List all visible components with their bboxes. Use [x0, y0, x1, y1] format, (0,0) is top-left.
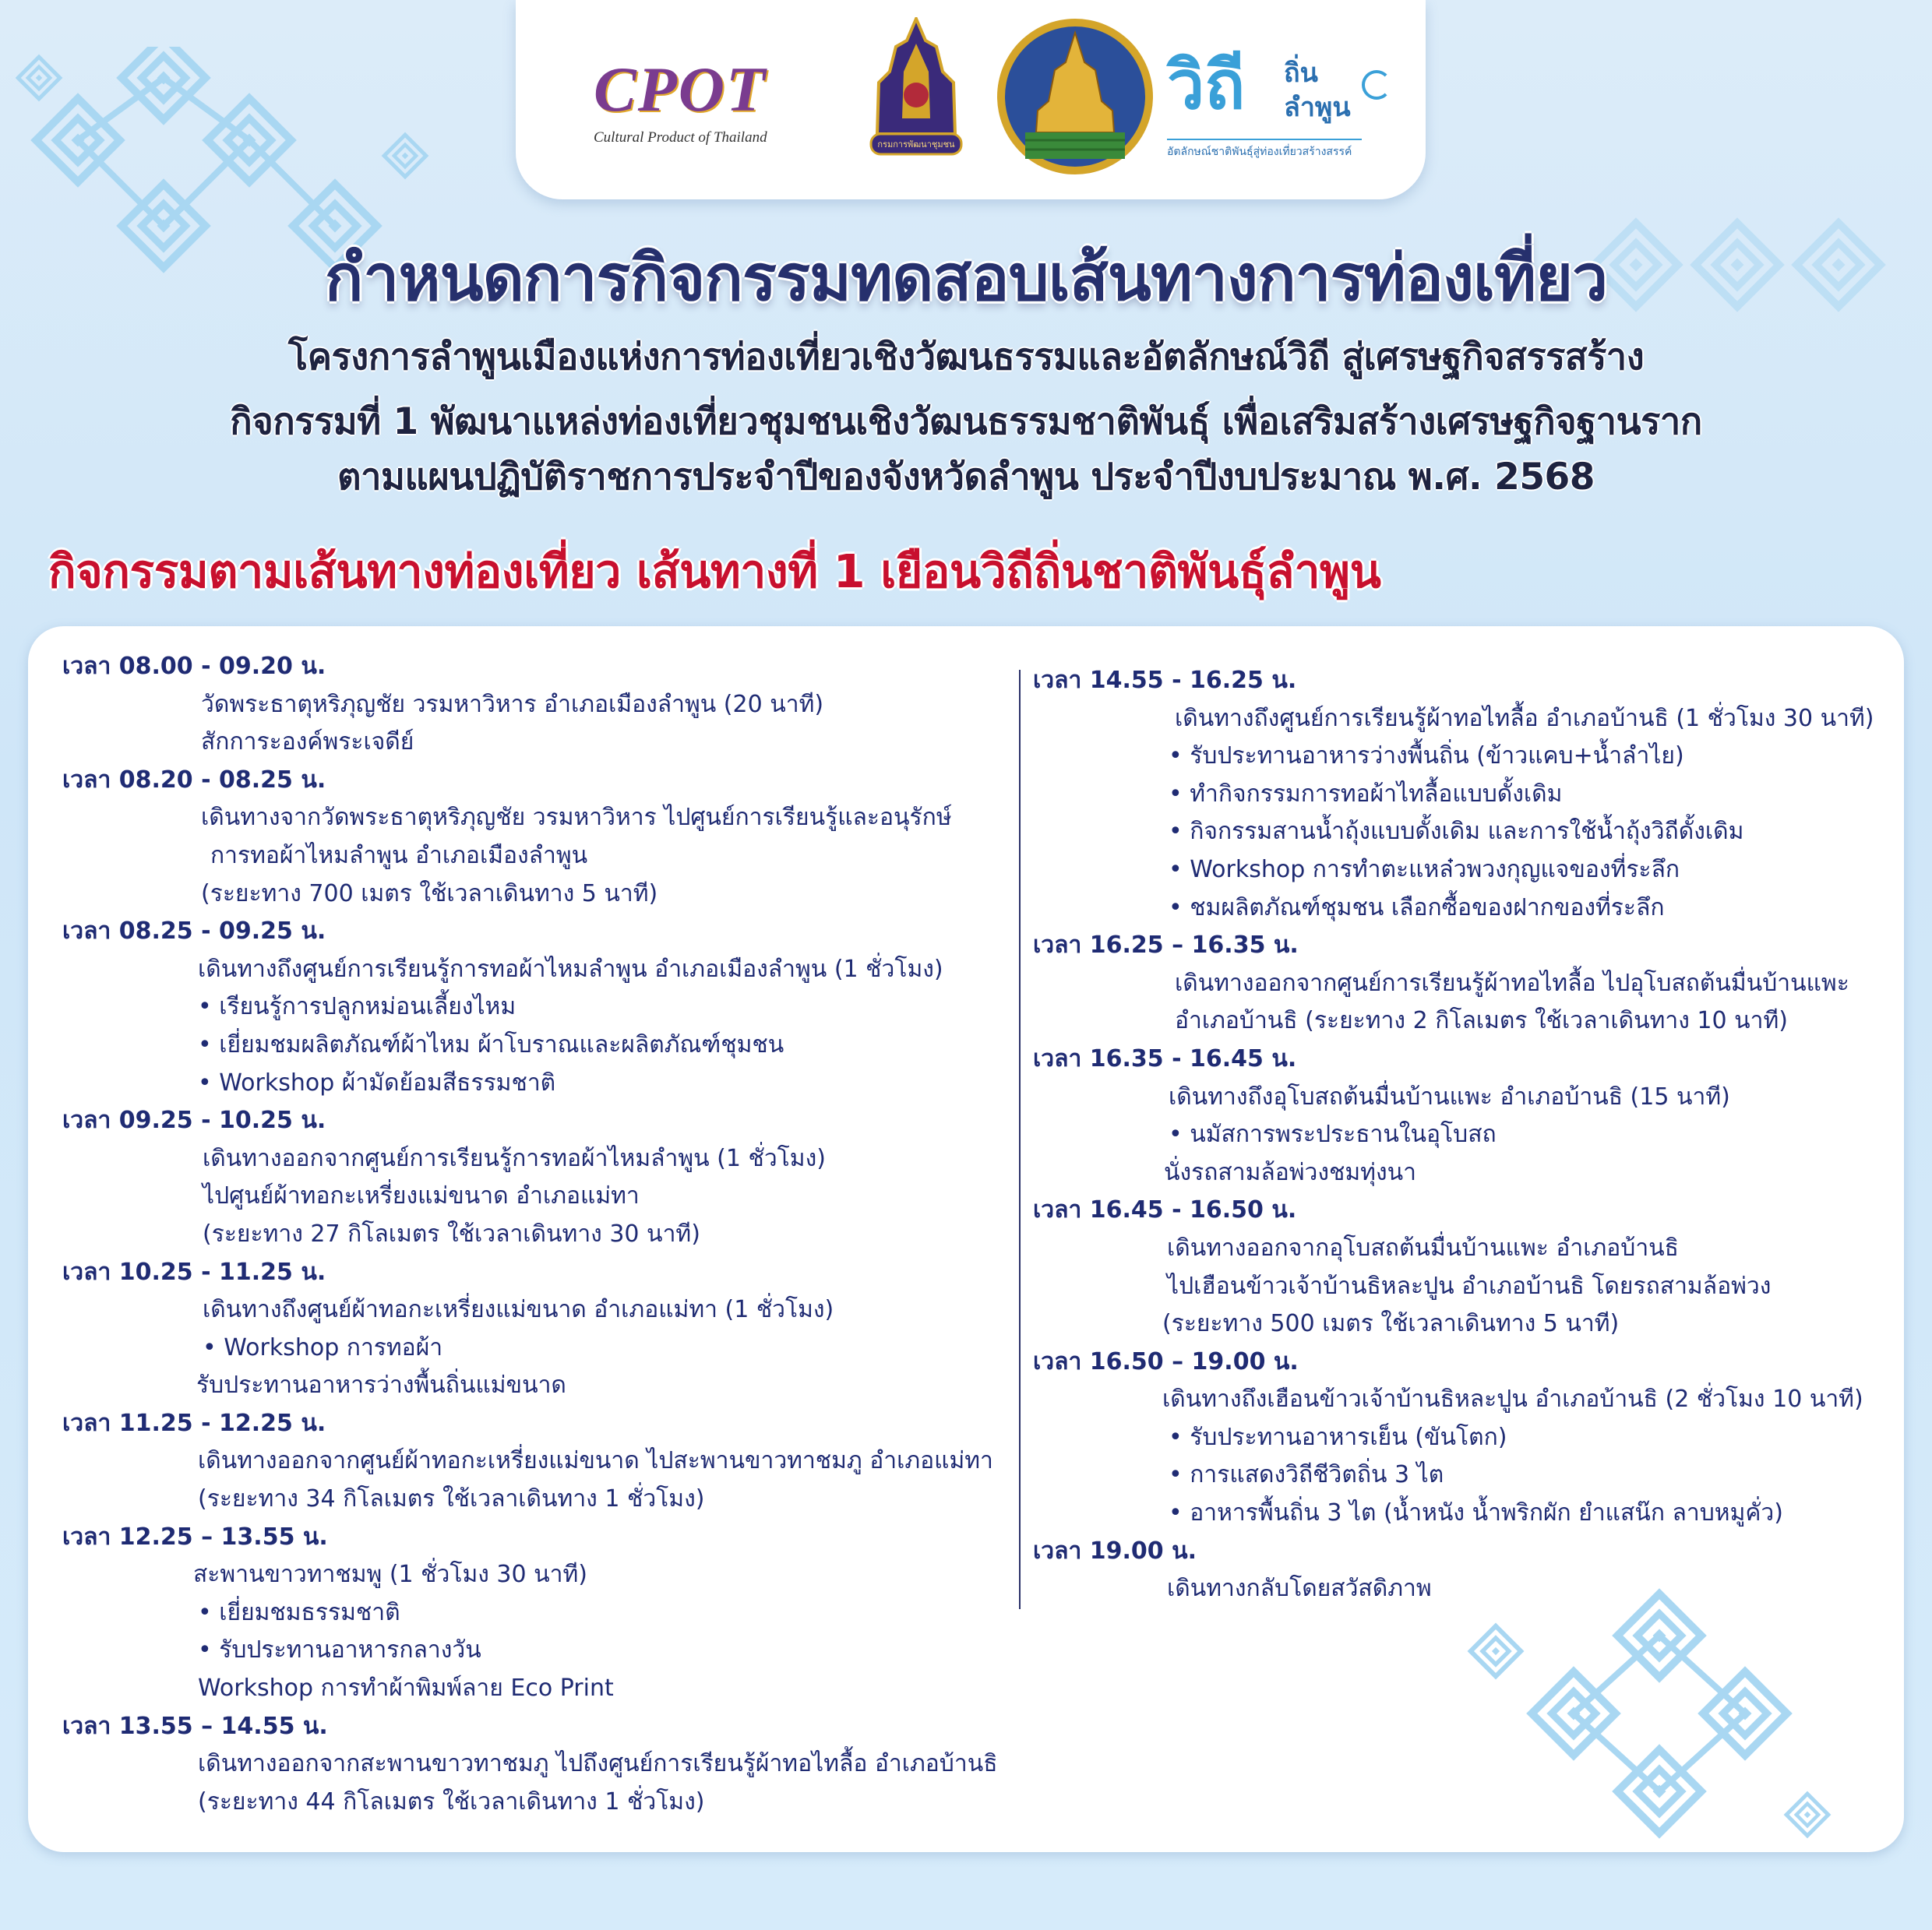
schedule-detail-line: สักการะองค์พระเจดีย์: [201, 728, 414, 756]
community-development-seal: [868, 17, 964, 173]
logo-card: [516, 0, 1426, 199]
schedule-detail-line: (ระยะทาง 27 กิโลเมตร ใช้เวลาเดินทาง 30 นาที): [203, 1220, 700, 1248]
activity-subtitle: กิจกรรมที่ 1 พัฒนาแหล่งท่องเที่ยวชุมชนเชิงวัฒนธรรมชาติพันธุ์ เพื่อเสริมสร้างเศรษฐกิจฐานราก: [230, 400, 1702, 443]
schedule-detail-line: • รับประทานอาหารเย็น (ขันโตก): [1169, 1423, 1507, 1451]
schedule-detail-line: • อาหารพื้นถิ่น 3 ไต (น้ำหนัง น้ำพริกผัก ยำแสน๊ก ลาบหมูคั่ว): [1169, 1499, 1783, 1527]
schedule-detail-line: • กิจกรรมสานน้ำถุ้งแบบดั้งเดิม และการใช้น้ำถุ้งวิถีดั้งเดิม: [1169, 818, 1744, 846]
schedule-detail-line: เดินทางถึงเฮือนข้าวเจ้าบ้านธิหละปูน อำเภอบ้านธิ (2 ชั่วโมง 10 นาที): [1162, 1386, 1863, 1414]
schedule-detail-line: เดินทางออกจากอุโบสถต้นมื่นบ้านแพะ อำเภอบ้านธิ: [1167, 1234, 1679, 1262]
schedule-detail-line: ไปเฮือนข้าวเจ้าบ้านธิหละปูน อำเภอบ้านธิ โดยรถสามล้อพ่วง: [1167, 1272, 1772, 1300]
schedule-detail-line: • รับประทานอาหารว่างพื้นถิ่น (ข้าวแคบ+น้ำลำไย): [1169, 742, 1684, 770]
schedule-detail-line: Workshop การทำผ้าพิมพ์ลาย Eco Print: [198, 1675, 614, 1703]
schedule-detail-line: การทอผ้าไหมลำพูน อำเภอเมืองลำพูน: [210, 841, 588, 869]
schedule-detail-line: เดินทางถึงศูนย์การเรียนรู้การทอผ้าไหมลำพูน อำเภอเมืองลำพูน (1 ชั่วโมง): [198, 955, 943, 983]
schedule-detail-line: (ระยะทาง 44 กิโลเมตร ใช้เวลาเดินทาง 1 ชั่วโมง): [198, 1787, 705, 1816]
schedule-time: เวลา 14.55 - 16.25 น.: [1033, 667, 1297, 694]
schedule-detail-line: (ระยะทาง 700 เมตร ใช้เวลาเดินทาง 5 นาที): [201, 879, 658, 907]
schedule-detail-line: เดินทางออกจากศูนย์การเรียนรู้การทอผ้าไหมลำพูน (1 ชั่วโมง): [203, 1144, 826, 1172]
page-title: กำหนดการกิจกรรมทดสอบเส้นทางการท่องเที่ยว: [324, 241, 1608, 315]
schedule-time: เวลา 13.55 – 14.55 น.: [62, 1712, 328, 1740]
schedule-detail-line: อำเภอบ้านธิ (ระยะทาง 2 กิโลเมตร ใช้เวลาเดินทาง 10 นาที): [1175, 1007, 1788, 1035]
column-divider: [1019, 670, 1021, 1609]
swirl-icon: [1362, 70, 1391, 100]
schedule-time: เวลา 08.25 - 09.25 น.: [62, 917, 326, 946]
cpot-logo: [594, 55, 820, 171]
schedule-detail-line: • นมัสการพระประธานในอุโบสถ: [1169, 1121, 1497, 1149]
schedule-column-right: [1033, 662, 1906, 1608]
schedule-detail-line: • Workshop การทอผ้า: [203, 1333, 443, 1361]
schedule-detail-line: ไปศูนย์ผ้าทอกะเหรี่ยงแม่ขนาด อำเภอแม่ทา: [203, 1182, 640, 1210]
withi-caption: อัตลักษณ์ชาติพันธุ์สู่ท่องเที่ยวสร้างสรรค์: [1167, 139, 1362, 160]
schedule-time: เวลา 08.20 - 08.25 น.: [62, 766, 326, 794]
schedule-time: เวลา 19.00 น.: [1033, 1537, 1197, 1565]
schedule-time: เวลา 16.35 - 16.45 น.: [1033, 1044, 1297, 1072]
cpot-caption: Cultural Product of Thailand: [594, 129, 767, 146]
schedule-time: เวลา 16.45 - 16.50 น.: [1033, 1196, 1297, 1224]
plan-subtitle: ตามแผนปฏิบัติราชการประจำปีของจังหวัดลำพูน ประจำปีงบประมาณ พ.ศ. 2568: [337, 456, 1595, 498]
schedule-detail-line: • การแสดงวิถีชีวิตถิ่น 3 ไต: [1169, 1461, 1444, 1489]
schedule-detail-line: เดินทางออกจากศูนย์การเรียนรู้ผ้าทอไทลื้อ ไปอุโบสถต้นมื่นบ้านแพะ: [1175, 969, 1849, 997]
schedule-detail-line: • เยี่ยมชมผลิตภัณฑ์ผ้าไหม ผ้าโบราณและผลิตภัณฑ์ชุมชน: [198, 1030, 784, 1058]
schedule-detail-line: รับประทานอาหารว่างพื้นถิ่นแม่ขนาด: [196, 1372, 566, 1400]
schedule-column-left: [62, 648, 1013, 1821]
schedule-detail-line: • รับประทานอาหารกลางวัน: [198, 1636, 481, 1664]
schedule-detail-line: เดินทางถึงศูนย์ผ้าทอกะเหรี่ยงแม่ขนาด อำเภอแม่ทา (1 ชั่วโมง): [203, 1296, 834, 1324]
seal-1-caption: กรมการพัฒนาชุมชน: [877, 139, 955, 150]
schedule-time: เวลา 16.25 – 16.35 น.: [1033, 932, 1299, 960]
schedule-detail-line: • ทำกิจกรรมการทอผ้าไทลื้อแบบดั้งเดิม: [1169, 780, 1563, 808]
withi-top-text: ถิ่น: [1284, 58, 1318, 89]
project-subtitle: โครงการลำพูนเมืองแห่งการท่องเที่ยวเชิงวัฒนธรรมและอัตลักษณ์วิถี สู่เศรษฐกิจสรรสร้าง: [287, 336, 1645, 379]
lamphun-province-seal: [994, 16, 1156, 178]
schedule-detail-line: เดินทางถึงศูนย์การเรียนรู้ผ้าทอไทลื้อ อำเภอบ้านธิ (1 ชั่วโมง 30 นาที): [1175, 704, 1874, 732]
schedule-detail-line: (ระยะทาง 34 กิโลเมตร ใช้เวลาเดินทาง 1 ชั่วโมง): [198, 1485, 705, 1513]
schedule-detail-line: • ชมผลิตภัณฑ์ชุมชน เลือกซื้อของฝากของที่ระลึก: [1169, 893, 1665, 921]
schedule-detail-line: นั่งรถสามล้อพ่วงชมทุ่งนา: [1164, 1158, 1416, 1186]
schedule-time: เวลา 09.25 - 10.25 น.: [62, 1107, 326, 1135]
withi-thin-lamphun-logo: [1167, 47, 1401, 179]
withi-bottom-text: ลำพูน: [1284, 92, 1351, 123]
schedule-detail-line: • Workshop ผ้ามัดย้อมสีธรรมชาติ: [198, 1069, 556, 1097]
schedule-detail-line: เดินทางถึงอุโบสถต้นมื่นบ้านแพะ อำเภอบ้านธิ (15 นาที): [1169, 1083, 1730, 1111]
schedule-detail-line: วัดพระธาตุหริภุญชัย วรมหาวิหาร อำเภอเมืองลำพูน (20 นาที): [201, 690, 824, 718]
schedule-time: เวลา 11.25 - 12.25 น.: [62, 1409, 326, 1437]
route-title: กิจกรรมตามเส้นทางท่องเที่ยว เส้นทางที่ 1 เยือนวิถีถิ่นชาติพันธุ์ลำพูน: [48, 544, 1381, 598]
schedule-time: เวลา 08.00 - 09.20 น.: [62, 653, 326, 680]
withi-main-text: วิถี: [1167, 47, 1246, 125]
schedule-detail-line: • เยี่ยมชมธรรมชาติ: [198, 1598, 400, 1626]
knot-decoration-bottom-right: [1465, 1573, 1839, 1857]
schedule-time: เวลา 16.50 – 19.00 น.: [1033, 1347, 1299, 1375]
cpot-logo-text: CPOT: [594, 54, 767, 125]
schedule-detail-line: • เรียนรู้การปลูกหม่อนเลี้ยงไหม: [198, 993, 516, 1021]
schedule-detail-line: • Workshop การทำตะแหล๋วพวงกุญแจของที่ระลึก: [1169, 855, 1680, 883]
schedule-detail-line: เดินทางออกจากศูนย์ผ้าทอกะเหรี่ยงแม่ขนาด ไปสะพานขาวทาชมภู อำเภอแม่ทา: [198, 1447, 993, 1475]
schedule-detail-line: เดินทางกลับโดยสวัสดิภาพ: [1167, 1575, 1432, 1603]
schedule-detail-line: เดินทางออกจากสะพานขาวทาชมภู ไปถึงศูนย์การเรียนรู้ผ้าทอไทลื้อ อำเภอบ้านธิ: [198, 1750, 998, 1778]
schedule-detail-line: สะพานขาวทาชมพู (1 ชั่วโมง 30 นาที): [193, 1561, 587, 1589]
schedule-time: เวลา 12.25 – 13.55 น.: [62, 1523, 328, 1551]
schedule-detail-line: เดินทางจากวัดพระธาตุหริภุญชัย วรมหาวิหาร ไปศูนย์การเรียนรู้และอนุรักษ์: [201, 804, 952, 832]
schedule-time: เวลา 10.25 - 11.25 น.: [62, 1258, 326, 1286]
schedule-detail-line: (ระยะทาง 500 เมตร ใช้เวลาเดินทาง 5 นาที): [1162, 1310, 1620, 1338]
